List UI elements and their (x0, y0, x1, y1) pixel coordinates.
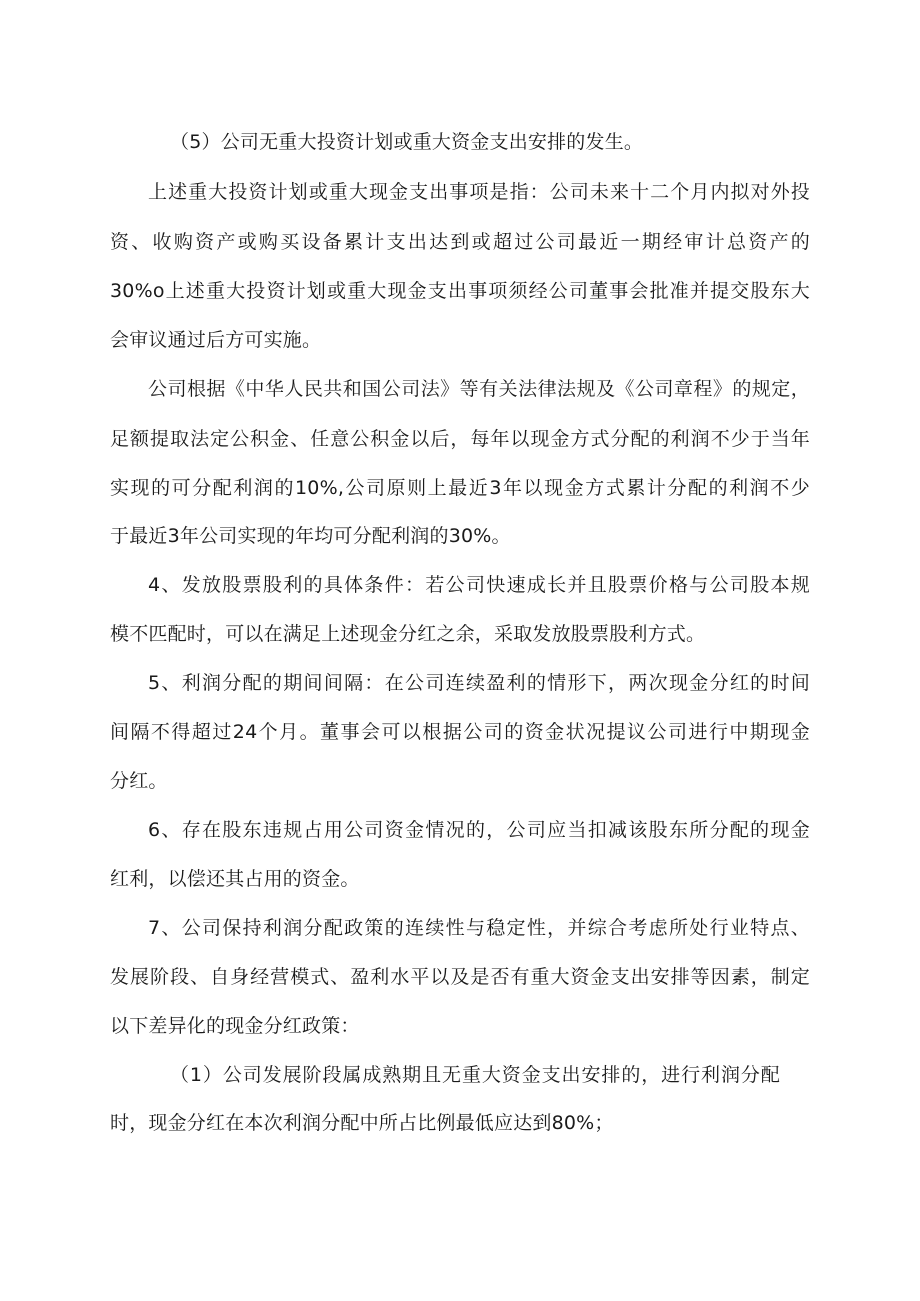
paragraph-sub-item-1-line-1: （1）公司发展阶段属成熟期且无重大资金支出安排的，进行利润分配 (170, 1064, 780, 1086)
paragraph-company-law-line-3: 实现的可分配利润的10%,公司原则上最近3年以现金方式累计分配的利润不少 (110, 477, 810, 499)
paragraph-item-6-line-2: 红利，以偿还其占用的资金。 (110, 868, 360, 890)
paragraph-item-5-condition: （5）公司无重大投资计划或重大资金支出安排的发生。 (170, 131, 644, 153)
paragraph-item-5-interval-line-2: 间隔不得超过24个月。董事会可以根据公司的资金状况提议公司进行中期现金 (110, 721, 810, 743)
paragraph-sub-item-1-line-2: 时，现金分红在本次利润分配中所占比例最低应达到80%； (110, 1112, 614, 1134)
paragraph-company-law-line-4: 于最近3年公司实现的年均可分配利润的30%。 (110, 525, 511, 547)
paragraph-company-law-line-1: 公司根据《中华人民共和国公司法》等有关法律法规及《公司章程》的规定， (148, 378, 810, 400)
paragraph-item-7-line-2: 发展阶段、自身经营模式、盈利水平以及是否有重大资金支出安排等因素，制定 (110, 966, 810, 988)
paragraph-major-investment-line-4: 会审议通过后方可实施。 (110, 329, 322, 351)
paragraph-item-6-line-1: 6、存在股东违规占用公司资金情况的，公司应当扣减该股东所分配的现金 (148, 819, 810, 841)
paragraph-item-5-interval-line-1: 5、利润分配的期间间隔：在公司连续盈利的情形下，两次现金分红的时间 (148, 672, 810, 694)
paragraph-item-5-interval-line-3: 分红。 (110, 770, 168, 792)
paragraph-major-investment-line-3: 30%o上述重大投资计划或重大现金支出事项须经公司董事会批准并提交股东大 (110, 280, 810, 302)
paragraph-item-7-line-1: 7、公司保持利润分配政策的连续性与稳定性，并综合考虑所处行业特点、 (148, 917, 810, 939)
paragraph-item-4-line-1: 4、发放股票股利的具体条件：若公司快速成长并且股票价格与公司股本规 (148, 574, 810, 596)
paragraph-item-7-line-3: 以下差异化的现金分红政策： (110, 1015, 360, 1037)
paragraph-major-investment-line-1: 上述重大投资计划或重大现金支出事项是指：公司未来十二个月内拟对外投 (148, 181, 810, 203)
paragraph-company-law-line-2: 足额提取法定公积金、任意公积金以后，每年以现金方式分配的利润不少于当年 (110, 428, 810, 450)
paragraph-major-investment-line-2: 资、收购资产或购买设备累计支出达到或超过公司最近一期经审计总资产的 (110, 231, 810, 253)
paragraph-item-4-line-2: 模不匹配时，可以在满足上述现金分红之余，采取发放股票股利方式。 (110, 623, 706, 645)
